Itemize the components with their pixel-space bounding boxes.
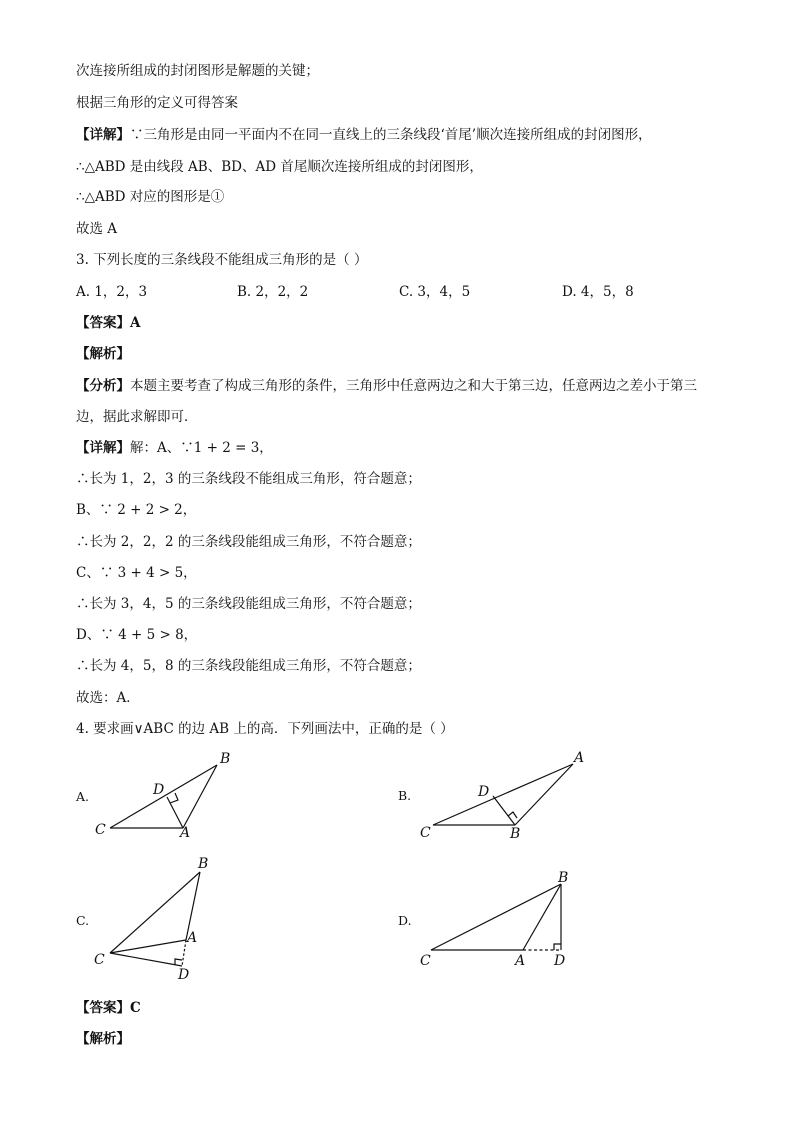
q3-answer: 【答案】A bbox=[76, 315, 141, 331]
q3-fenxi-cont: 边，据此求解即可． bbox=[76, 409, 198, 425]
text-line: 次连接所组成的封闭图形是解题的关键； bbox=[76, 63, 319, 79]
detail-text: ∵三角形是由同一平面内不在同一直线上的三条线段‘首尾’顺次连接所组成的封闭图形， bbox=[130, 127, 652, 143]
figure-b bbox=[433, 764, 573, 825]
q3-detail-line: D、∵ 4 + 5 > 8， bbox=[76, 627, 198, 643]
detail-tag: 【详解】 bbox=[76, 127, 130, 143]
q3-detail-line: B、∵ 2 + 2 > 2， bbox=[76, 502, 197, 518]
vertex-label: B bbox=[220, 751, 231, 767]
vertex-label: C bbox=[95, 822, 106, 838]
q3-detail-line: ∴长为 4，5，8 的三条线段能组成三角形，不符合题意； bbox=[76, 658, 421, 674]
figure-c bbox=[110, 872, 200, 966]
vertex-label: C bbox=[420, 953, 431, 969]
vertex-label: A bbox=[180, 825, 191, 841]
fenxi-tag: 【分析】 bbox=[76, 378, 130, 394]
figure-c-option-label: C. bbox=[76, 913, 90, 928]
fenxi-text: 本题主要考查了构成三角形的条件，三角形中任意两边之和大于第三边，任意两边之差小于第三 bbox=[130, 378, 697, 394]
question-4-stem: 4. 要求画∨ABC 的边 AB 上的高．下列画法中，正确的是（ ） bbox=[76, 721, 454, 737]
q3-detail-line: ∴长为 3，4，5 的三条线段能组成三角形，不符合题意； bbox=[76, 596, 421, 612]
vertex-label: A bbox=[515, 953, 526, 969]
q3-option-c: C. 3，4，5 bbox=[399, 284, 471, 300]
q3-detail-line: ∴长为 2，2，2 的三条线段能组成三角形，不符合题意； bbox=[76, 534, 421, 550]
figure-d-option-label: D. bbox=[398, 913, 412, 928]
q3-option-b: B. 2，2，2 bbox=[237, 284, 309, 300]
vertex-label: D bbox=[478, 784, 490, 800]
vertex-label: C bbox=[94, 952, 105, 968]
vertex-label: D bbox=[554, 953, 566, 969]
vertex-label: B bbox=[558, 870, 569, 886]
question-3-stem: 3. 下列长度的三条线段不能组成三角形的是（ ） bbox=[76, 252, 368, 268]
q3-conclusion: 故选：A． bbox=[76, 690, 140, 706]
detail-tag: 【详解】 bbox=[76, 440, 130, 456]
text-line: 根据三角形的定义可得答案 bbox=[76, 95, 238, 111]
detail-text: 解：A、∵1 + 2 = 3， bbox=[130, 440, 273, 456]
figure-a-option-label: A. bbox=[76, 789, 90, 804]
q3-option-a: A. 1，2，3 bbox=[76, 284, 148, 300]
figure-d bbox=[431, 884, 561, 950]
figure-b-option-label: B. bbox=[398, 788, 412, 803]
text-line: 故选 A bbox=[76, 221, 118, 237]
q3-analysis-label: 【解析】 bbox=[76, 346, 130, 362]
vertex-label: D bbox=[153, 782, 165, 798]
q4-analysis-label: 【解析】 bbox=[76, 1031, 130, 1047]
vertex-label: B bbox=[510, 826, 521, 842]
vertex-label: D bbox=[178, 967, 190, 983]
q3-detail-line: C、∵ 3 + 4 > 5， bbox=[76, 565, 197, 581]
q4-answer: 【答案】C bbox=[76, 1000, 141, 1016]
vertex-label: A bbox=[187, 930, 198, 946]
vertex-label: B bbox=[198, 856, 209, 872]
q3-option-d: D. 4，5，8 bbox=[562, 284, 634, 300]
vertex-label: C bbox=[420, 825, 431, 841]
vertex-label: A bbox=[574, 750, 585, 766]
text-line: ∴△ABD 是由线段 AB、BD、AD 首尾顺次连接所组成的封闭图形， bbox=[76, 159, 483, 175]
q3-detail-line: ∴长为 1，2，3 的三条线段不能组成三角形，符合题意； bbox=[76, 471, 421, 487]
text-line: ∴△ABD 对应的图形是① bbox=[76, 189, 225, 205]
